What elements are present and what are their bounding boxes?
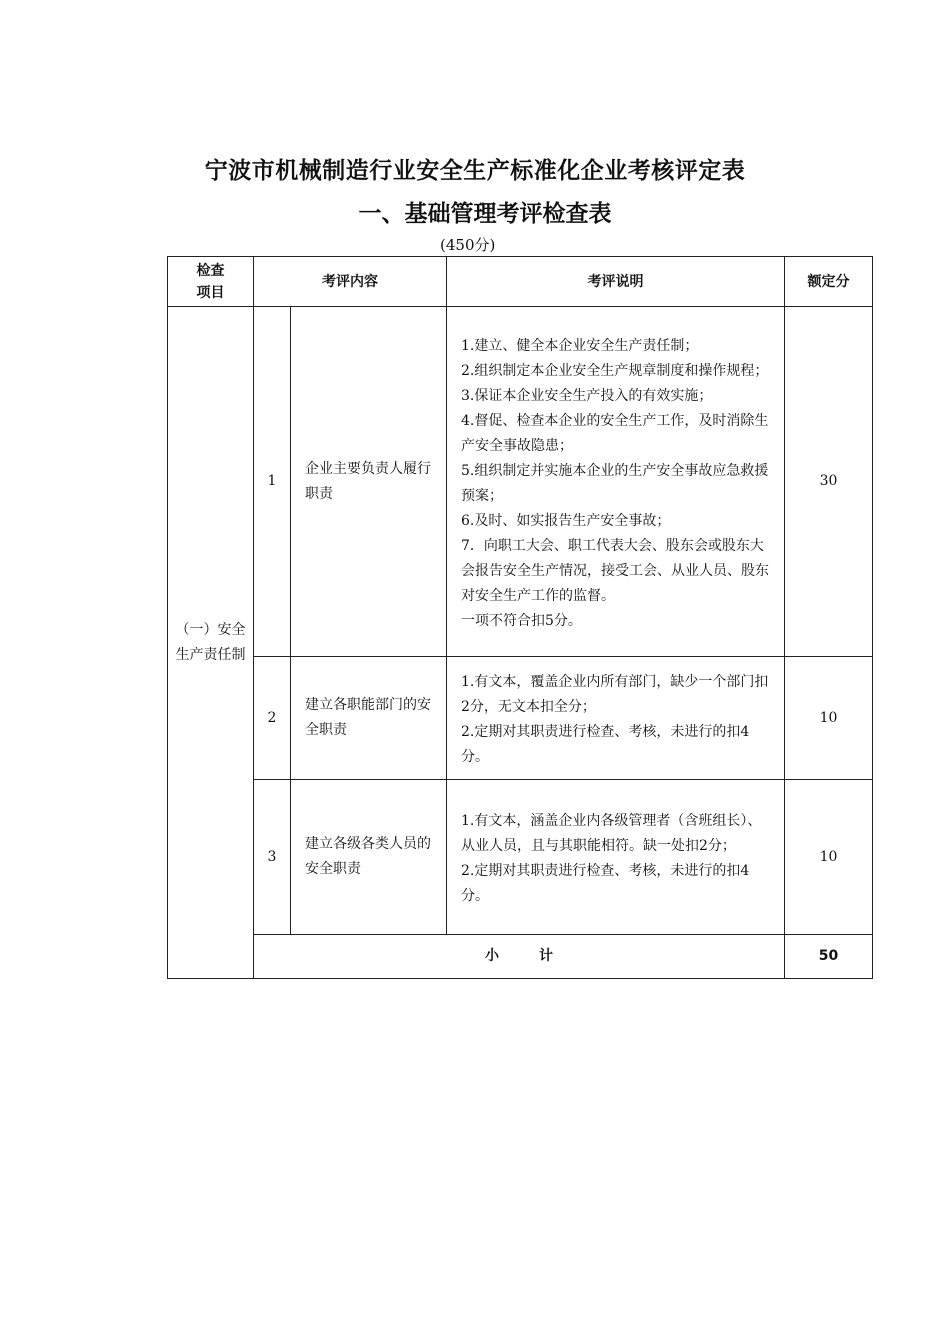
section-title: 一、基础管理考评检查表 — [358, 201, 612, 227]
desc-line: 2.组织制定本企业安全生产规章制度和操作规程； — [461, 362, 769, 379]
row-points: 30 — [785, 307, 873, 657]
desc-line: 4.督促、检查本企业的安全生产工作，及时消除生产安全事故隐患； — [461, 412, 769, 454]
row-description — [447, 780, 785, 935]
desc-line: 3.保证本企业安全生产投入的有效实施； — [461, 387, 713, 404]
category-cell — [168, 307, 254, 979]
subtotal-label-a: 小 — [485, 948, 499, 964]
header-description: 考评说明 — [447, 257, 785, 307]
table-row — [168, 657, 873, 780]
document-title: 宁波市机械制造行业安全生产标准化企业考核评定表 — [204, 158, 746, 184]
header-category-label: 检查项目 — [196, 262, 225, 301]
desc-line: 1.建立、健全本企业安全生产责任制； — [461, 337, 699, 354]
subtotal-row — [168, 935, 873, 979]
row-description — [447, 657, 785, 780]
category-label: （一）安全生产责任制 — [175, 621, 246, 663]
desc-line: 1.有文本，覆盖企业内所有部门，缺少一个部门扣2分，无文本扣全分； — [461, 674, 769, 715]
row-item: 建立各级各类人员的安全职责 — [291, 780, 447, 935]
header-content: 考评内容 — [254, 257, 447, 307]
subtotal-label — [254, 935, 785, 979]
desc-line: 1.有文本，涵盖企业内各级管理者（含班组长）、从业人员，且与其职能相符。缺一处扣2分； — [461, 813, 762, 854]
table-row — [168, 780, 873, 935]
assessment-table — [167, 256, 873, 979]
subtotal-label-b: 计 — [539, 948, 553, 964]
row-number: 1 — [254, 307, 291, 657]
table-row — [168, 307, 873, 657]
row-description — [447, 307, 785, 657]
header-points: 额定分 — [785, 257, 873, 307]
total-score: (450分) — [440, 236, 496, 254]
desc-line: 2.定期对其职责进行检查、考核，未进行的扣4分。 — [461, 863, 750, 904]
row-number: 3 — [254, 780, 291, 935]
header-row — [168, 257, 873, 307]
desc-line: 5.组织制定并实施本企业的生产安全事故应急救援预案； — [461, 462, 769, 504]
desc-line: 2.定期对其职责进行检查、考核，未进行的扣4分。 — [461, 724, 750, 765]
desc-line: 一项不符合扣5分。 — [461, 612, 582, 629]
header-category — [168, 257, 254, 307]
row-points: 10 — [785, 780, 873, 935]
row-item: 建立各职能部门的安全职责 — [291, 657, 447, 780]
row-item: 企业主要负责人履行职责 — [291, 307, 447, 657]
desc-line: 6.及时、如实报告生产安全事故； — [461, 512, 671, 529]
desc-line: 7．向职工大会、职工代表大会、股东会或股东大会报告安全生产情况，接受工会、从业人员、股东对安全生产工作的监督。 — [461, 537, 769, 604]
row-points: 10 — [785, 657, 873, 780]
row-number: 2 — [254, 657, 291, 780]
subtotal-value: 50 — [785, 935, 873, 979]
